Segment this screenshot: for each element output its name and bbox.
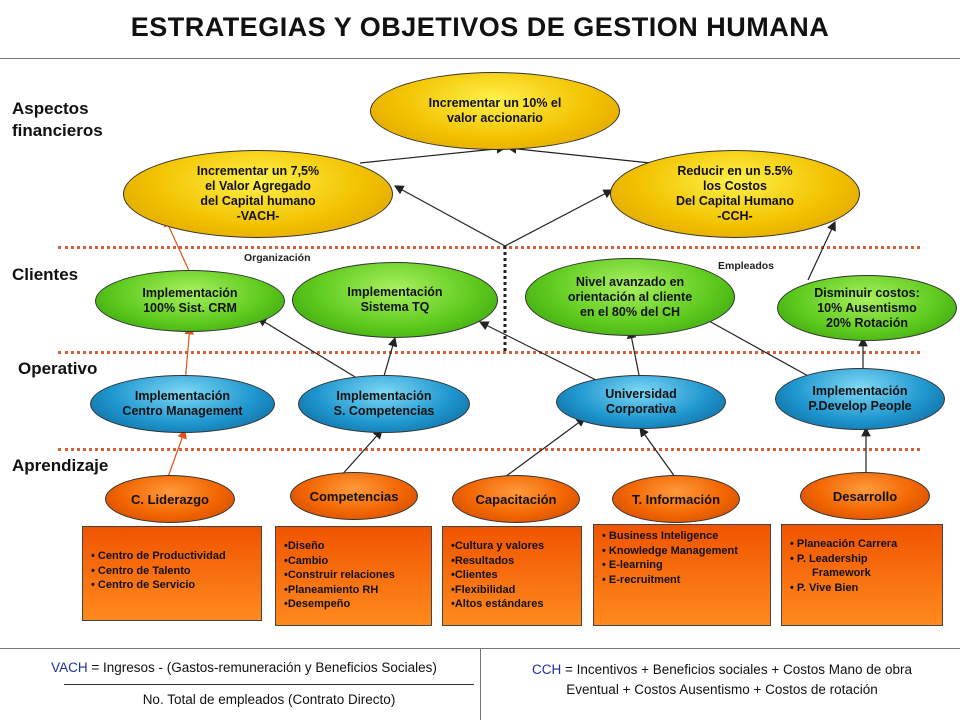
list-item: •Clientes — [451, 569, 498, 581]
box-competencies — [275, 526, 432, 626]
arrow-cch-to-top — [508, 148, 650, 163]
learning-training: Capacitación — [452, 475, 580, 523]
list-item: • P. Leadership — [790, 552, 938, 567]
cch-formula-line1 — [488, 660, 956, 680]
section-clients: Clientes — [12, 265, 79, 284]
learning-information-technology: T. Información — [612, 475, 740, 523]
list-item: •Flexibilidad — [451, 583, 516, 596]
list-item: • E-learning — [602, 558, 766, 573]
arrow-costs-to-cch — [808, 222, 835, 280]
list-item: • Centro de Productividad — [91, 549, 257, 564]
list-item: • P. Vive Bien — [790, 581, 938, 596]
objective-client-orientation: Nivel avanzado en orientación al cliente en el 80% del CH — [525, 258, 735, 336]
learning-development: Desarrollo — [800, 472, 930, 520]
list-item: •Planeamiento RH — [284, 583, 379, 596]
list-item: • Business Inteligence — [602, 529, 766, 544]
section-operative: Operativo — [18, 359, 98, 378]
arrow-junction-to-vach — [395, 186, 505, 246]
cch-formula-line2: Eventual + Costos Ausentismo + Costos de rotación — [566, 682, 878, 697]
learning-leadership: C. Liderazgo — [105, 475, 235, 523]
objective-cch: Reducir en un 5.5% los Costos Del Capital Humano -CCH- — [610, 150, 860, 238]
box-training — [442, 526, 582, 626]
arrow-junction-to-cch — [505, 190, 612, 246]
objective-tq: Implementación Sistema TQ — [292, 262, 498, 338]
footer-column-divider — [480, 648, 481, 720]
arrow-vach-to-top — [360, 148, 505, 163]
list-item: •Desempeño — [284, 598, 351, 610]
vach-numerator-text: = Ingresos - (Gastos-remuneración y Beneficios Sociales) — [87, 660, 437, 675]
vach-key: VACH — [51, 660, 88, 675]
vach-fraction-line — [64, 684, 474, 685]
list-item: Framework — [812, 567, 871, 579]
arrow-competencies-learning-to-op — [340, 430, 382, 477]
box-leadership — [82, 526, 262, 621]
arrow-information-to-university — [640, 428, 675, 477]
label-organization: Organización — [244, 252, 311, 264]
cch-line1-text: = Incentivos + Beneficios sociales + Costos Mano de obra — [561, 662, 913, 677]
list-item: • Centro de Talento — [91, 564, 257, 579]
objective-competencies-system: Implementación S. Competencias — [298, 375, 470, 433]
arrow-leadership-to-management — [168, 430, 185, 477]
list-item: •Resultados — [451, 554, 515, 567]
objective-corporate-university: Universidad Corporativa — [556, 375, 726, 429]
list-item: • Knowledge Management — [602, 544, 766, 559]
vach-formula-denominator: No. Total de empleados (Contrato Directo) — [142, 692, 396, 707]
section-learning: Aprendizaje — [12, 456, 109, 475]
section-financial: Aspectos financieros — [12, 99, 103, 140]
objective-center-management: Implementación Centro Management — [90, 375, 275, 433]
list-item: •Altos estándares — [451, 598, 544, 610]
objective-crm: Implementación 100% Sist. CRM — [95, 270, 285, 332]
box-development — [781, 524, 943, 626]
objective-vach: Incrementar un 7,5% el Valor Agregado del Capital humano -VACH- — [123, 150, 393, 238]
vach-formula-numerator — [14, 658, 474, 678]
list-item: •Construir relaciones — [284, 569, 395, 581]
cch-key: CCH — [531, 662, 562, 677]
list-item: •Cambio — [284, 554, 329, 567]
objective-develop-people: Implementación P.Develop People — [775, 368, 945, 430]
list-item: •Cultura y valores — [451, 540, 545, 552]
objective-increase-stock-value: Incrementar un 10% el valor accionario — [370, 72, 620, 150]
list-item: • Centro de Servicio — [91, 578, 257, 593]
objective-reduce-costs: Disminuir costos: 10% Ausentismo 20% Rotación — [777, 275, 957, 341]
list-item: • E-recruitment — [602, 573, 766, 588]
label-employees: Empleados — [718, 260, 775, 272]
page-title: ESTRATEGIAS Y OBJETIVOS DE GESTION HUMANA — [130, 12, 830, 42]
list-item: • Planeación Carrera — [790, 537, 938, 552]
list-item: •Diseño — [284, 540, 325, 552]
arrow-university-to-orientation — [630, 330, 640, 380]
box-information-technology — [593, 524, 771, 626]
learning-competencies: Competencias — [290, 472, 418, 520]
arrow-training-to-university — [505, 418, 585, 477]
